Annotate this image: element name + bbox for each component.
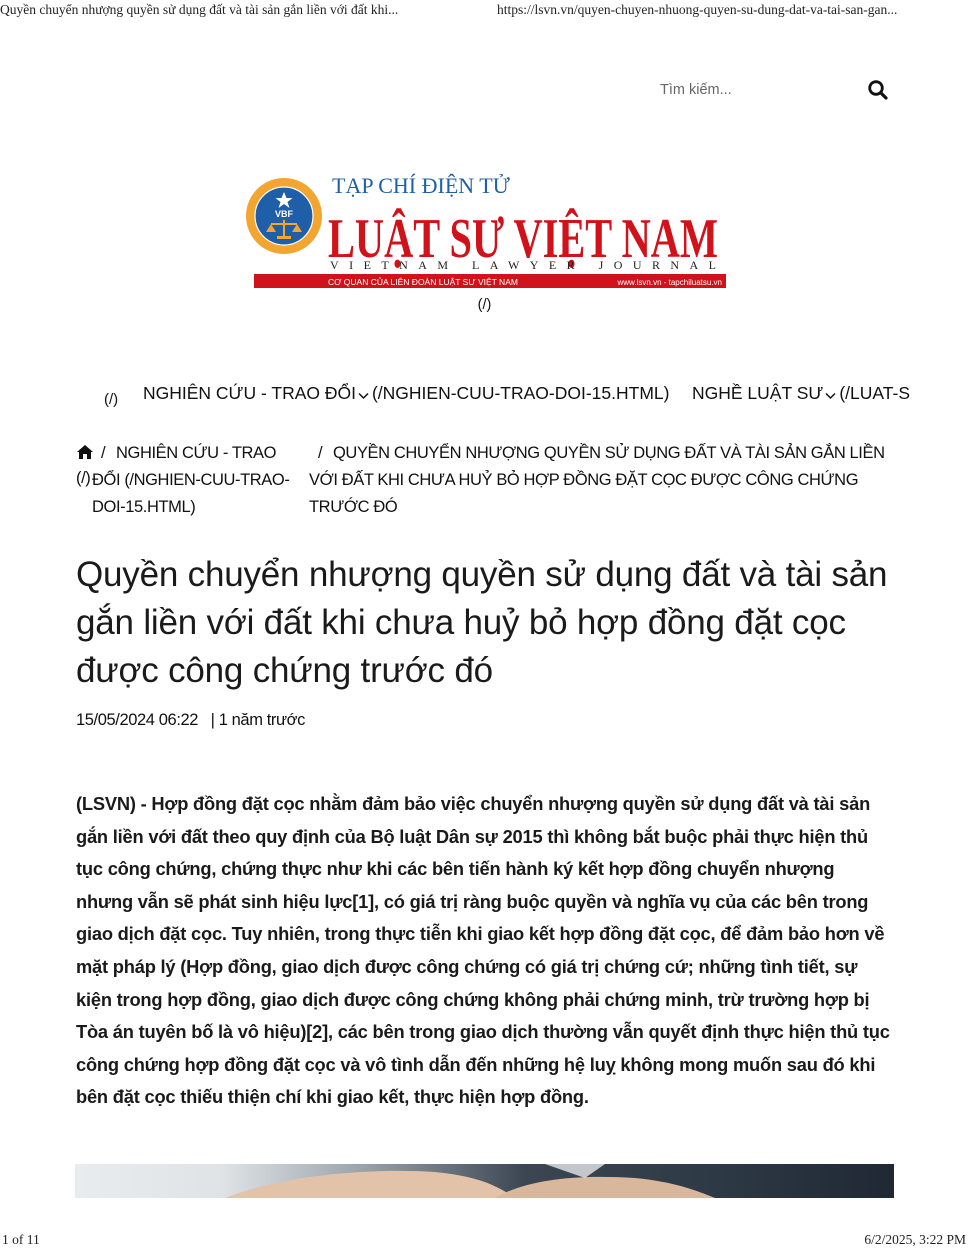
nav-item-nghe-luat-su[interactable] [692,383,910,405]
breadcrumb-current: QUYỀN CHUYỂN NHƯỢNG QUYỀN SỬ DỤNG ĐẤT VÀ TÀI SẢN GẮN LIỀN VỚI ĐẤT KHI CHƯA HUỶ BỎ HỢP ĐỒNG ĐẶT CỌC ĐƯỢC CÔNG CHỨNG TRƯỚC ĐÓ [309,444,885,516]
nav-item-nghien-cuu[interactable] [143,383,669,405]
nav-item-href: (/NGHIEN-CUU-TRAO-DOI-15.HTML) [371,383,670,403]
print-page-title: Quyền chuyển nhượng quyền sử dụng đất và tài sản gắn liền với đất khi... [0,2,399,17]
main-nav [0,383,912,411]
article-lead-text: Hợp đồng đặt cọc nhằm đảm bảo việc chuyển nhượng quyền sử dụng đất và tài sản gắn liền với đất theo quy định của Bộ luật Dân sự 2015 thì không bắt buộc phải thực hiện thủ tục công chứng, chứng thực như khi các bên tiến hành ký kết hợp đồng chuyển nhượng nhưng vẫn sẽ phát sinh hiệu lực[1], có giá trị ràng buộc quyền và nghĩa vụ của các bên trong giao dịch đặt cọc. Tuy nhiên, trong thực tiễn khi giao kết hợp đồng đặt cọc, để đảm bảo hơn về mặt pháp lý (Hợp đồng, giao dịch được công chứng có giá trị chứng cứ; những tình tiết, sự kiện trong hợp đồng, giao dịch được công chứng không phải chứng minh, trừ trường hợp bị Tòa án tuyên bố là vô hiệu)[2], các bên trong giao dịch thường vẫn quyết định thực hiện thủ tục công chứng hợp đồng đặt cọc và vô tình dẫn đến những hệ luỵ không mong muốn sau đó khi bên đặt cọc thiếu thiện chí khi giao kết, thực hiện hợp đồng. [76,793,890,1108]
seal-abbr: VBF [275,209,293,219]
article-title: Quyền chuyển nhượng quyền sử dụng đất và tài sản gắn liền với đất khi chưa huỷ bỏ hợp đồng đặt cọc được công chứng trước đó [76,555,888,690]
breadcrumb-home-link[interactable]: (/) [76,469,91,487]
search-bar [660,78,890,102]
chevron-down-icon [358,384,369,405]
article-lead [76,788,896,1114]
search-icon[interactable] [866,78,890,102]
breadcrumb-separator: / [318,444,323,462]
chevron-down-icon [825,384,836,405]
article-meta [76,711,305,730]
logo-main-title: LUẬT SƯ VIỆT [328,208,722,270]
logo-link[interactable]: (/) [477,297,492,313]
article-date: 15/05/2024 06:22 [76,711,199,729]
nav-item-label: NGHIÊN CỨU - TRAO ĐỔI [143,383,356,403]
article-relative-time: | 1 năm trước [210,711,305,729]
logo-top-line: TẠP CHÍ ĐIỆN TỬ [332,173,510,198]
breadcrumb-separator: / [101,444,106,462]
nav-item-href: (/LUAT-S [839,383,910,403]
vbf-seal-icon [246,178,322,254]
print-header [0,2,969,22]
print-timestamp: 6/2/2025, 3:22 PM [864,1232,966,1247]
logo-band-left: CƠ QUAN CỦA LIÊN ĐOÀN LUẬT SƯ VIỆT NAM [328,277,518,287]
breadcrumb-category[interactable]: NGHIÊN CỨU - TRAO ĐỔI (/NGHIEN-CUU-TRAO-DOI-15.HTML) [92,444,290,516]
nav-item-label: NGHỀ LUẬT SƯ [692,383,824,403]
search-input[interactable] [660,78,850,102]
logo-band-right: www.lsvn.vn - tapchiluatsu.vn [617,278,722,287]
article-lead-prefix: (LSVN) - [76,793,147,814]
site-logo[interactable] [244,168,728,292]
article-hero-image [75,1164,894,1198]
logo-subtitle: VIETNAM LAWYER JOURNAL [330,258,716,272]
nav-home-link[interactable]: (/) [104,391,119,408]
print-footer [0,1232,969,1252]
print-url: https://lsvn.vn/quyen-chuyen-nhuong-quyen-su-dung-dat-va-tai-san-gan... [497,2,898,17]
print-page-counter: 1 of 11 [2,1232,40,1247]
